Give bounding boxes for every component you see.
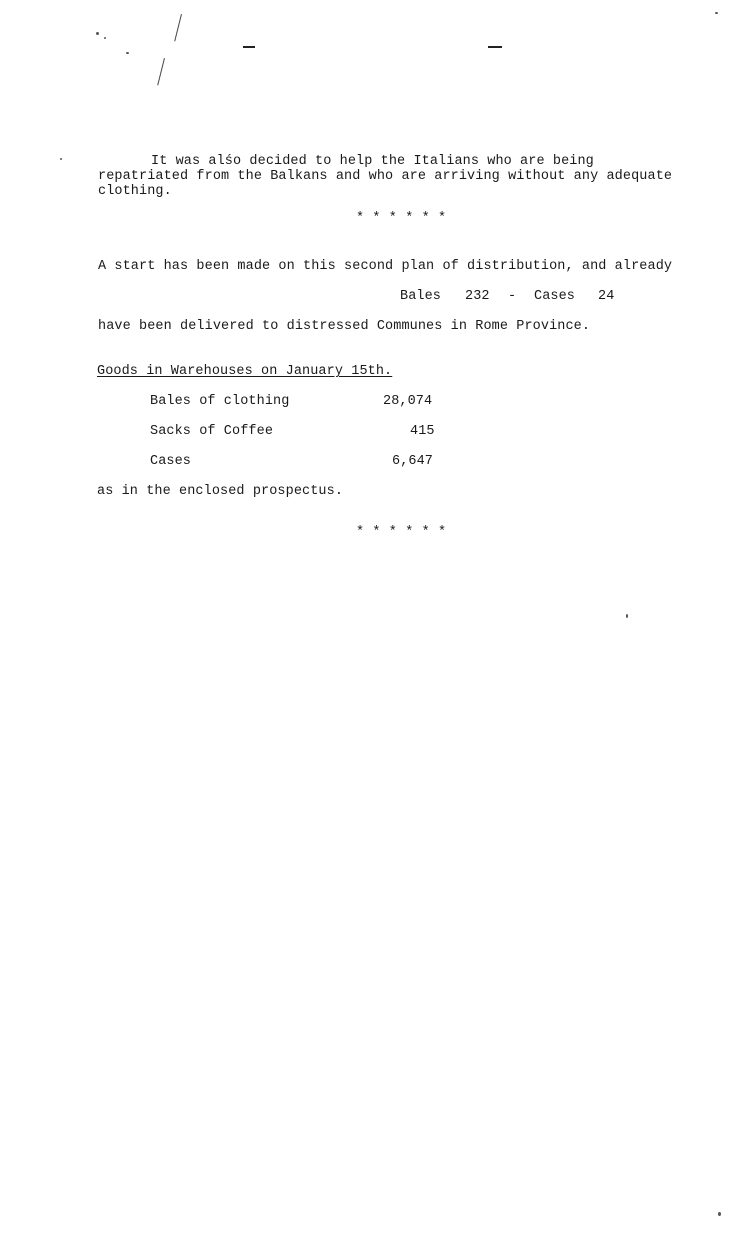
- end-asterisk-separator: * * * * * *: [356, 525, 447, 540]
- pencil-stroke: [157, 58, 165, 85]
- asterisk-separator: * * * * * *: [356, 211, 447, 226]
- speck: [60, 158, 62, 160]
- goods-item-label: Sacks of Coffee: [150, 424, 274, 439]
- paragraph-1-line-2: repatriated from the Balkans and who are arriving without any adequate: [98, 169, 673, 184]
- paragraph-2-line-3: have been delivered to distressed Communes in Rome Province.: [98, 319, 591, 334]
- speck: [718, 1212, 721, 1216]
- prospectus-line: as in the enclosed prospectus.: [97, 484, 344, 499]
- speck: [626, 614, 628, 618]
- goods-item-value: 6,647: [392, 454, 434, 469]
- cases-value: 24: [598, 289, 615, 304]
- paragraph-1-line-3: clothing.: [98, 184, 172, 199]
- bales-label: Bales: [400, 289, 442, 304]
- speck: [715, 12, 718, 14]
- dash: -: [508, 289, 517, 304]
- top-mark-left: [243, 46, 255, 48]
- goods-item-label: Bales of clothing: [150, 394, 290, 409]
- goods-heading: Goods in Warehouses on January 15th.: [97, 364, 393, 379]
- goods-item-label: Cases: [150, 454, 192, 469]
- speck: [104, 37, 106, 39]
- cases-label: Cases: [534, 289, 576, 304]
- bales-value: 232: [465, 289, 490, 304]
- speck: [126, 52, 129, 54]
- pencil-stroke: [174, 14, 182, 41]
- paragraph-2-line-1: A start has been made on this second plan of distribution, and already: [98, 259, 673, 274]
- goods-item-value: 28,074: [383, 394, 433, 409]
- paragraph-1-line-1: It was alśo decided to help the Italians who are being: [151, 154, 594, 169]
- goods-item-value: 415: [410, 424, 435, 439]
- speck: [96, 32, 99, 35]
- top-mark-right: [488, 46, 502, 48]
